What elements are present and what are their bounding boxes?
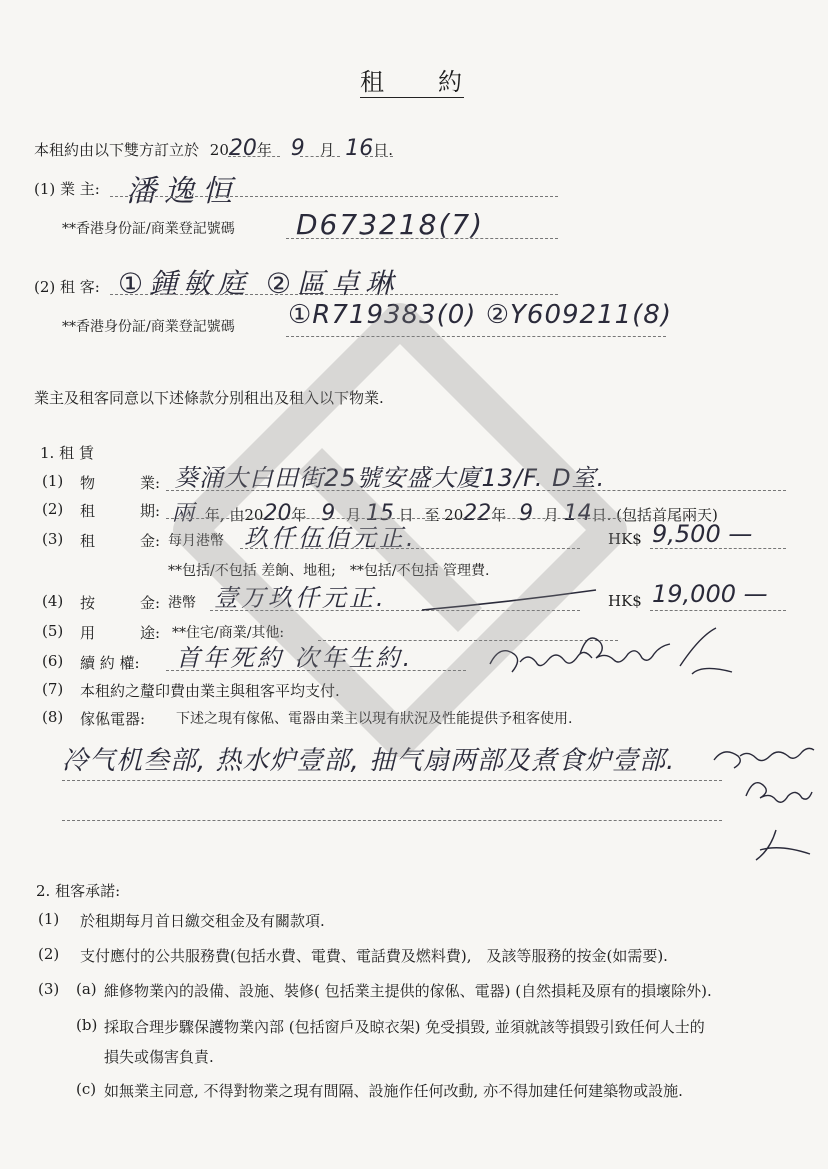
term-m1: 9	[321, 501, 336, 526]
intro-year-hand: 20	[228, 136, 257, 161]
s2-item3b-sub: (b)	[76, 1016, 98, 1034]
document-title: 租 約	[360, 62, 464, 98]
item3-num: (3)	[42, 530, 64, 548]
rent-include-line: **包括/不包括 差餉、地租; **包括/不包括 管理費.	[168, 563, 490, 579]
deposit-hkd-label: 港幣	[168, 595, 196, 611]
term-to: 至 20	[424, 506, 464, 524]
s2-item1-num: (1)	[38, 910, 60, 928]
s2-item3a-sub: (a)	[76, 980, 97, 998]
property-address: 葵涌大白田街25號安盛大廈13/F. D室.	[174, 464, 606, 492]
tenant-names: ①鍾敏庭 ②區卓琳	[118, 267, 400, 300]
item5-num: (5)	[42, 622, 64, 640]
item8-label: 傢俬電器:	[80, 710, 146, 728]
stamp-duty-clause: 本租約之釐印費由業主與租客平均支付.	[80, 682, 340, 700]
intro-prefix: 本租約由以下雙方訂立於	[34, 141, 200, 159]
term-from: 由20	[229, 506, 264, 524]
tenant-ids: ①R719383(0) ②Y609211(8)	[288, 300, 672, 330]
agreement-line: 業主及租客同意以下述條款分別租出及租入以下物業.	[34, 389, 384, 407]
rent-monthly-label: 每月港幣	[168, 533, 224, 549]
rent-amount: 9,500 —	[652, 520, 753, 548]
signature-initials-1	[470, 624, 750, 694]
s2-item3-num: (3)	[38, 980, 60, 998]
item2-num: (2)	[42, 500, 64, 518]
item6-num: (6)	[42, 652, 64, 670]
intro-year-prefix: 20	[209, 141, 229, 159]
landlord-label: (1) 業 主:	[34, 180, 100, 198]
s2-item3c-sub: (c)	[76, 1080, 97, 1098]
tenant-id-label: **香港身份証/商業登記號碼	[62, 319, 235, 335]
tenant-label: (2) 租 客:	[34, 278, 100, 296]
item4-num: (4)	[42, 592, 64, 610]
item1-label: 物 業:	[80, 474, 161, 492]
usage-options: **住宅/商業/其他:	[172, 625, 285, 641]
deposit-amount-words: 壹万玖仟元正.	[214, 584, 387, 612]
intro-line	[34, 136, 393, 161]
rent-hk-label: HK$	[608, 530, 642, 548]
rent-amount-words: 玖仟伍佰元正.	[244, 524, 417, 552]
term-y1: 20	[263, 501, 292, 526]
term-year-label: 年,	[204, 506, 225, 524]
term-m-lbl: 月	[346, 506, 362, 524]
item5-label: 用 途:	[80, 624, 161, 642]
item6-label: 續 約 權:	[80, 654, 140, 672]
intro-year-label: 年	[256, 141, 272, 159]
term-m2-lbl: 月	[543, 506, 559, 524]
deposit-hk-label: HK$	[608, 592, 642, 610]
item1-num: (1)	[42, 472, 64, 490]
term-d1: 15	[365, 501, 394, 526]
furniture-list: 冷气机叁部, 热水炉壹部, 抽气扇两部及煮食炉壹部.	[62, 746, 676, 776]
renewal-terms: 首年死約 次年生約.	[176, 644, 414, 672]
term-d2: 14	[563, 501, 592, 526]
s2-item3b-text: 採取合理步驟保護物業內部 (包括窗戶及晾衣架) 免受損毀, 並須就該等損毀引致任何人士的	[104, 1018, 705, 1036]
term-years: 兩	[172, 501, 195, 526]
term-y2-lbl: 年	[491, 506, 507, 524]
s2-item2-num: (2)	[38, 945, 60, 963]
intro-month-hand: 9	[290, 136, 305, 161]
pen-stroke	[420, 588, 600, 618]
item2-label: 租 期:	[80, 502, 161, 520]
intro-day-hand: 16	[345, 136, 374, 161]
term-note: 日. (包括首尾兩天)	[591, 506, 718, 524]
item7-num: (7)	[42, 680, 64, 698]
landlord-id: D673218(7)	[296, 208, 485, 241]
term-y-lbl: 年	[291, 506, 307, 524]
term-m2: 9	[519, 501, 534, 526]
landlord-name: 潘逸恒	[126, 174, 240, 209]
item4-label: 按 金:	[80, 594, 161, 612]
furniture-desc: 下述之現有傢俬、電器由業主以現有狀況及性能提供予租客使用.	[176, 711, 573, 727]
landlord-id-label: **香港身份証/商業登記號碼	[62, 221, 235, 237]
term-y2: 22	[463, 501, 492, 526]
s2-item3b-text-cont: 損失或傷害負責.	[104, 1048, 214, 1066]
s2-item2-text: 支付應付的公共服務費(包括水費、電費、電話費及燃料費), 及該等服務的按金(如需要).	[80, 947, 668, 965]
section1-heading: 1. 租 賃	[40, 444, 94, 462]
item3-label: 租 金:	[80, 532, 161, 550]
item8-num: (8)	[42, 708, 64, 726]
deposit-amount: 19,000 —	[652, 580, 768, 608]
s2-item3a-text: 維修物業內的設備、設施、裝修( 包括業主提供的傢俬、電器) (自然損耗及原有的損壞除外).	[104, 982, 712, 1000]
signature-initials-2	[710, 730, 826, 880]
intro-month-label: 月	[319, 141, 335, 159]
intro-day-label: 日.	[373, 141, 394, 159]
s2-item3c-text: 如無業主同意, 不得對物業之現有間隔、設施作任何改動, 亦不得加建任何建築物或設施.	[104, 1082, 683, 1100]
s2-item1-text: 於租期每月首日繳交租金及有關款項.	[80, 912, 325, 930]
section2-heading: 2. 租客承諾:	[36, 882, 121, 900]
term-d-lbl: 日	[398, 506, 414, 524]
